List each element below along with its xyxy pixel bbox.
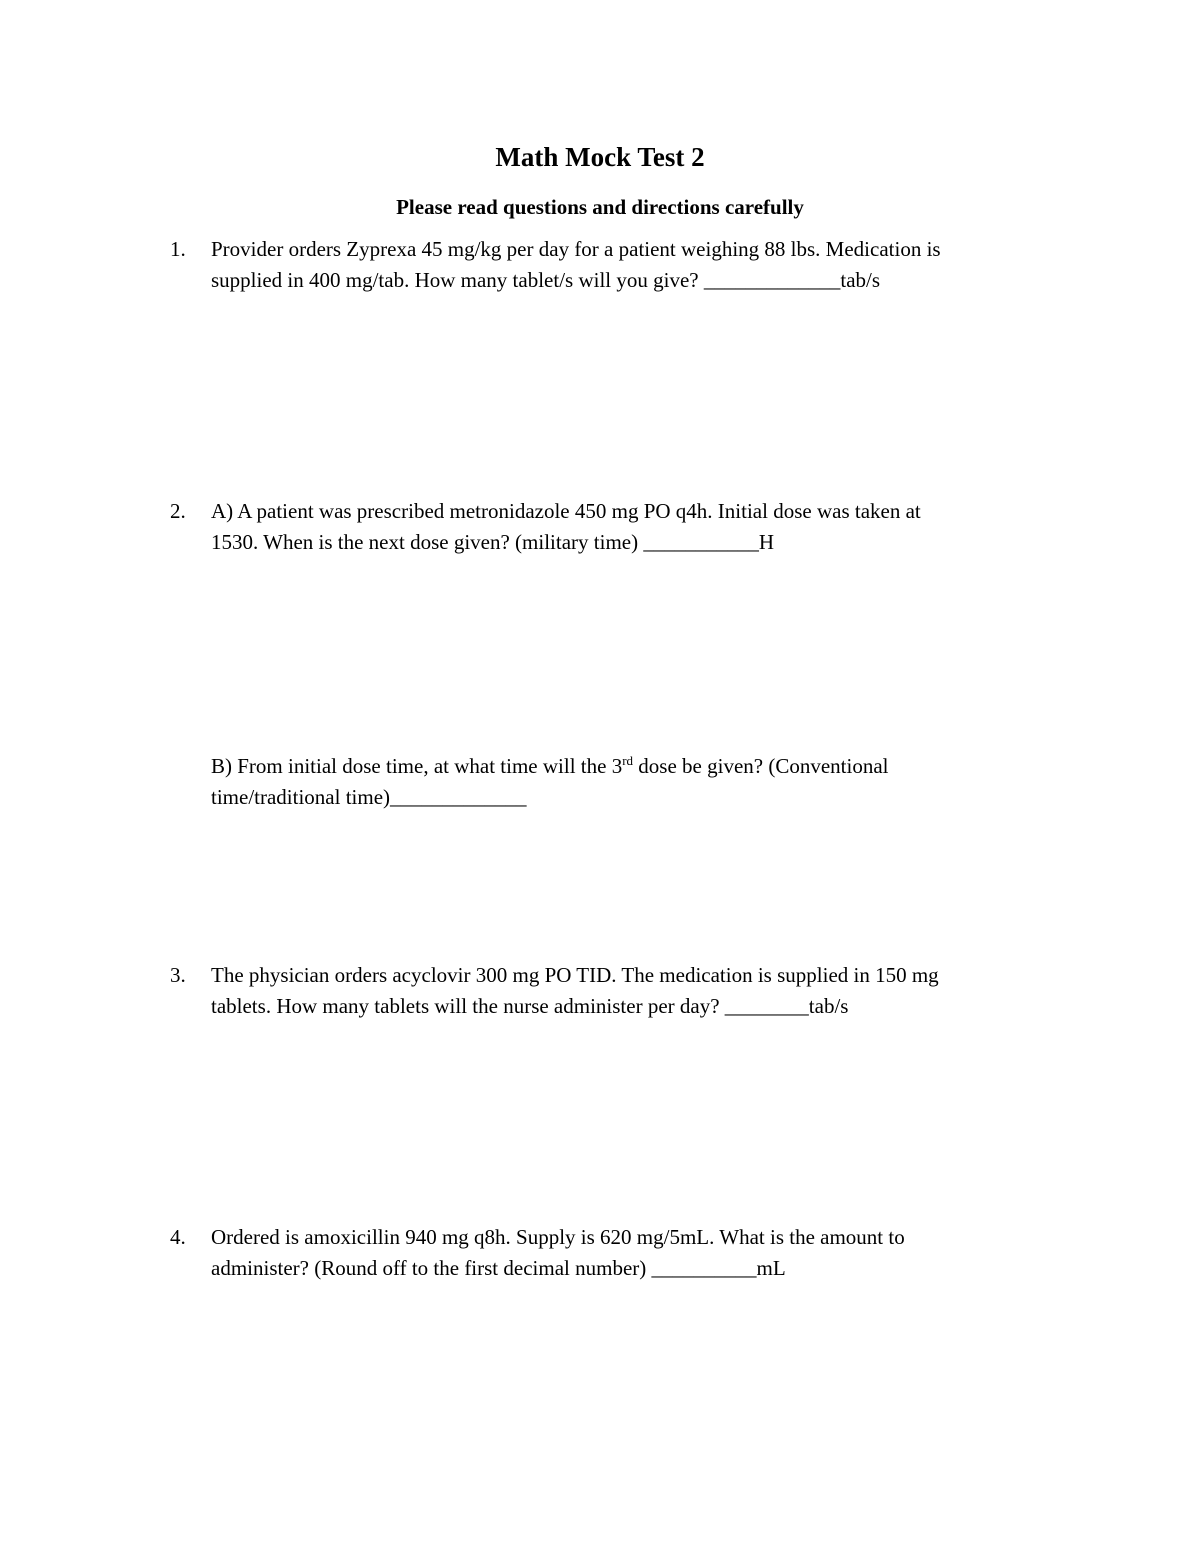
question-line: 1530. When is the next dose given? (military time) ___________H [211,530,775,554]
question-text-part: B) From initial dose time, at what time will the 3 [211,754,623,778]
question-text [211,234,1051,296]
question-line: Provider orders Zyprexa 45 mg/kg per day for a patient weighing 88 lbs. Medication is [211,237,941,261]
question-line: The physician orders acyclovir 300 mg PO TID. The medication is supplied in 150 mg [211,963,939,987]
page-title: Math Mock Test 2 [495,142,705,172]
question-line: supplied in 400 mg/tab. How many tablet/s will you give? _____________tab/s [211,268,881,292]
question-line: time/traditional time)_____________ [211,785,527,809]
question-line: Ordered is amoxicillin 940 mg q8h. Supply is 620 mg/5mL. What is the amount to [211,1225,905,1249]
question-number: 3. [170,963,186,987]
question-text [211,1222,1051,1284]
question-text [211,496,1051,558]
page-subtitle: Please read questions and directions carefully [396,195,804,219]
question-line: tablets. How many tablets will the nurse administer per day? ________tab/s [211,994,849,1018]
question-line: administer? (Round off to the first decimal number) __________mL [211,1256,786,1280]
question-number: 1. [170,237,186,261]
question-text [211,751,1051,813]
question-line: A) A patient was prescribed metronidazole 450 mg PO q4h. Initial dose was taken at [211,499,921,523]
question-number: 4. [170,1225,186,1249]
question-text [211,960,1051,1022]
question-number: 2. [170,499,186,523]
question-line [211,751,1051,782]
question-text-part: dose be given? (Conventional [633,754,889,778]
superscript-ordinal: rd [622,753,634,768]
